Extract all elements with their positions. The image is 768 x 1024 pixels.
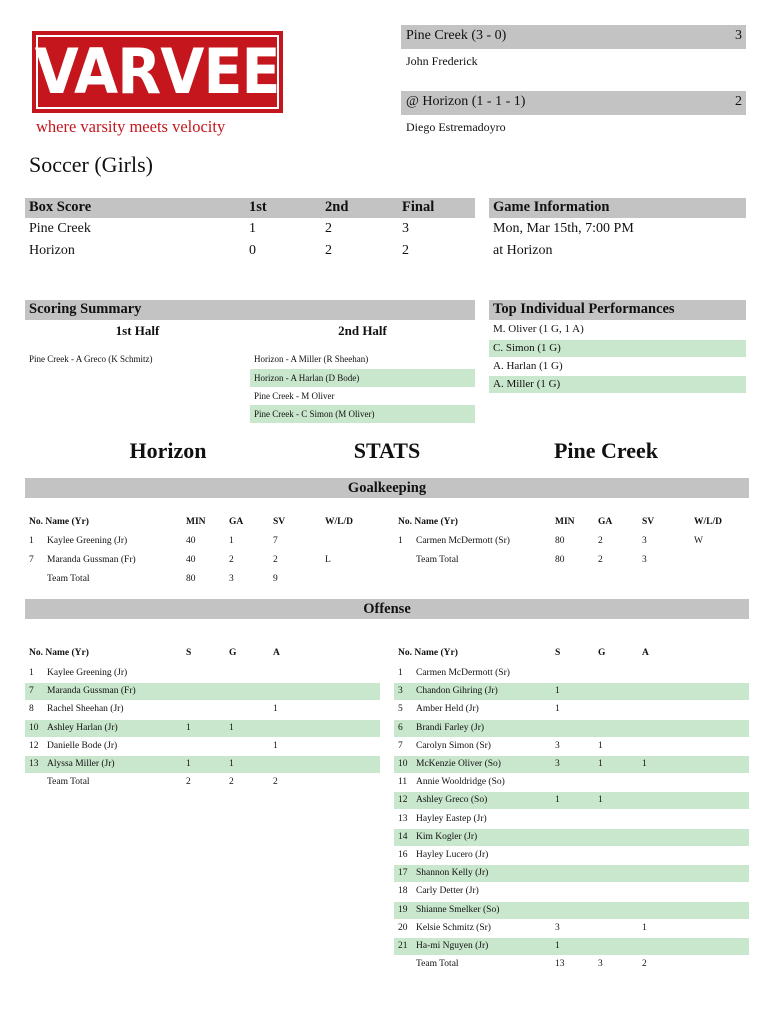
player-name: Maranda Gussman (Fr) [47,555,136,565]
player-row [394,683,749,700]
player-row [25,738,380,755]
player-row [25,701,380,718]
column-header: SV [642,517,655,527]
logo-tagline: where varsity meets velocity [36,117,226,136]
performance-item: A. Miller (1 G) [489,376,746,393]
player-name: McKenzie Oliver (So) [416,759,501,769]
team-total-row [25,571,380,588]
player-row [394,738,749,755]
box-score-team-2: Horizon [29,243,75,258]
player-row [25,756,380,773]
column-header: S [186,648,192,658]
column-header: A [642,648,649,658]
player-row [394,883,749,900]
away-team-label: @ Horizon (1 - 1 - 1) [406,94,526,109]
jersey-number: 1 [29,668,34,678]
player-name: Team Total [47,574,90,584]
offense-title: Offense [363,601,411,617]
box-score-cell: 0 [249,243,256,258]
column-header: No. Name (Yr) [398,648,458,658]
jersey-number: 20 [398,922,408,933]
home-team-bar [401,25,746,49]
stat-cell: 80 [555,536,565,546]
player-name: Shianne Smelker (So) [416,904,500,915]
box-score-cell: 1 [249,221,256,236]
scoring-play: Horizon - A Harlan (D Bode) [254,373,360,383]
stat-cell: 3 [555,740,560,751]
player-name: Team Total [47,777,90,788]
box-score-header [25,198,475,218]
player-row [394,792,749,809]
scoring-play: Pine Creek - M Oliver [254,391,335,401]
box-score-cell: 2 [325,243,332,258]
player-row [394,665,749,682]
player-name: Ha-mi Nguyen (Jr) [416,941,489,951]
box-score-cell: 3 [402,221,409,236]
player-name: Brandi Farley (Jr) [416,722,485,733]
player-name: Shannon Kelly (Jr) [416,868,489,879]
jersey-number: 11 [398,777,408,788]
player-name: Alyssa Miller (Jr) [47,759,115,769]
column-header: MIN [555,517,575,527]
scoring-play: Pine Creek - A Greco (K Schmitz) [29,354,153,364]
stat-cell: 1 [229,536,234,546]
jersey-number: 10 [398,759,408,769]
jersey-number: 21 [398,941,408,951]
player-name: Ashley Harlan (Jr) [47,722,118,733]
player-name: Team Total [416,555,459,565]
player-row [394,829,749,846]
logo-text: VARVEE [35,35,280,108]
column-header: SV [273,517,286,527]
column-header: No. Name (Yr) [29,648,89,658]
stat-cell: 40 [186,555,196,565]
table-header-row [394,514,749,531]
scoring-play-row [250,405,475,423]
player-name: Kim Kogler (Jr) [416,831,478,842]
stat-cell: 9 [273,574,278,584]
column-header: No. Name (Yr) [29,517,89,527]
player-row [394,938,749,955]
player-name: Carmen McDermott (Sr) [416,536,510,546]
jersey-number: 7 [29,686,34,697]
column-header: GA [598,517,613,527]
stat-cell: 1 [555,795,560,806]
goalkeeping-header [25,478,749,498]
player-row [394,720,749,737]
stat-cell: 1 [229,722,234,733]
stat-cell: 1 [186,722,191,733]
away-team-score: 2 [735,94,742,109]
jersey-number: 1 [398,668,403,678]
box-score-col-2nd: 2nd [325,199,349,215]
stat-cell: 3 [642,536,647,546]
stat-cell: 3 [229,574,234,584]
player-name: Hayley Lucero (Jr) [416,850,489,860]
stat-cell: 80 [186,574,196,584]
table-header-row [25,514,380,531]
player-name: Annie Wooldridge (So) [416,777,505,788]
box-score-col-final: Final [402,199,435,215]
jersey-number: 5 [398,704,403,715]
first-half-label: 1st Half [115,323,160,338]
stats-left-team: Horizon [129,438,207,463]
jersey-number: 10 [29,722,39,733]
home-player: John Frederick [406,54,478,68]
away-team-bar [401,91,746,115]
sport-title: Soccer (Girls) [29,152,154,177]
stat-cell: 2 [229,777,234,788]
jersey-number: 13 [398,813,408,824]
player-name: Carmen McDermott (Sr) [416,668,510,678]
stat-cell: 1 [642,759,647,769]
stat-cell: 40 [186,536,196,546]
jersey-number: 14 [398,831,408,842]
stat-cell: 1 [273,740,278,751]
stat-cell: 2 [598,536,603,546]
game-info-header [489,198,746,218]
jersey-number: 3 [398,686,403,697]
player-row [25,720,380,737]
column-header: W/L/D [694,517,722,527]
player-name: Kaylee Greening (Jr) [47,536,128,546]
jersey-number: 7 [398,740,403,751]
scoring-play-row [250,387,475,405]
player-name: Carolyn Simon (Sr) [416,740,491,751]
jersey-number: 7 [29,555,34,565]
performance-item: C. Simon (1 G) [489,340,746,357]
player-row [394,920,749,937]
stat-cell: 2 [273,777,278,788]
player-name: Carly Detter (Jr) [416,886,479,897]
column-header: A [273,648,280,658]
column-header: G [598,648,606,658]
jersey-number: 17 [398,868,408,879]
away-player: Diego Estremadoyro [406,120,506,134]
stat-cell: 1 [186,759,191,769]
offense-header [25,599,749,619]
stat-cell: 1 [598,795,603,806]
jersey-number: 1 [29,536,34,546]
jersey-number: 12 [29,740,39,751]
stat-cell: 1 [273,704,278,715]
box-score-cell: 2 [325,221,332,236]
player-row [394,701,749,718]
stat-cell: 2 [642,959,647,970]
stat-cell: 2 [186,777,191,788]
table-header-row [25,645,380,662]
logo-frame [36,35,279,109]
player-row [25,665,380,682]
player-row [394,774,749,791]
game-info-title: Game Information [493,199,610,215]
stat-cell: 7 [273,536,278,546]
table-header-row [394,645,749,662]
column-header: W/L/D [325,517,353,527]
stat-cell: 1 [555,686,560,697]
team-total-row [394,552,749,569]
player-name: Chandon Gihring (Jr) [416,686,498,697]
box-score-col-1st: 1st [249,199,267,215]
player-name: Team Total [416,959,459,970]
player-row [394,756,749,773]
stat-cell: 1 [229,759,234,769]
performance-item: M. Oliver (1 G, 1 A) [493,323,584,335]
stat-cell: 1 [555,704,560,715]
stat-cell: 2 [598,555,603,565]
stats-title: STATS [353,438,421,463]
jersey-number: 1 [398,536,403,546]
game-location: at Horizon [493,243,553,258]
team-total-row [394,956,749,973]
player-name: Ashley Greco (So) [416,795,488,806]
player-name: Amber Held (Jr) [416,704,479,715]
jersey-number: 19 [398,904,408,915]
player-name: Danielle Bode (Jr) [47,740,118,751]
player-row [394,865,749,882]
jersey-number: 8 [29,704,34,715]
jersey-number: 13 [29,759,39,769]
stat-cell: 80 [555,555,565,565]
stat-cell: 1 [555,941,560,951]
goalkeeping-title: Goalkeeping [347,480,427,496]
scoring-summary-header [25,300,475,320]
column-header: GA [229,517,244,527]
column-header: G [229,648,237,658]
top-performances-title: Top Individual Performances [493,301,675,317]
player-name: Rachel Sheehan (Jr) [47,704,124,715]
column-header: No. Name (Yr) [398,517,458,527]
player-row [394,902,749,919]
stat-cell: 1 [598,740,603,751]
stat-cell: L [325,555,331,565]
second-half-label: 2nd Half [338,323,387,338]
stat-cell: 13 [555,959,565,970]
stat-cell: 3 [555,759,560,769]
game-date: Mon, Mar 15th, 7:00 PM [493,221,634,236]
jersey-number: 12 [398,795,408,806]
player-row [394,811,749,828]
scoring-play: Pine Creek - C Simon (M Oliver) [254,409,375,419]
stat-cell: 1 [642,922,647,933]
player-row [25,533,380,550]
box-score-cell: 2 [402,243,409,258]
stat-cell: 3 [642,555,647,565]
player-row [394,533,749,550]
player-name: Kaylee Greening (Jr) [47,668,128,678]
box-score-team-1: Pine Creek [29,221,91,236]
column-header: MIN [186,517,206,527]
player-row [25,552,380,569]
stat-cell: W [694,536,703,546]
jersey-number: 18 [398,886,408,897]
player-name: Maranda Gussman (Fr) [47,686,136,697]
home-team-score: 3 [735,28,742,43]
jersey-number: 16 [398,850,408,860]
stat-cell: 3 [555,922,560,933]
player-name: Kelsie Schmitz (Sr) [416,922,491,933]
home-team-label: Pine Creek (3 - 0) [406,28,507,43]
player-row [25,683,380,700]
team-total-row [25,774,380,791]
top-performances-header [489,300,746,320]
varvee-logo[interactable] [32,31,283,113]
stat-cell: 2 [273,555,278,565]
player-row [394,847,749,864]
player-name: Hayley Eastep (Jr) [416,813,487,824]
stat-cell: 3 [598,959,603,970]
performance-item: A. Harlan (1 G) [493,360,563,372]
box-score-title: Box Score [29,199,92,215]
scoring-summary-title: Scoring Summary [29,301,142,317]
stats-right-team: Pine Creek [553,438,659,463]
stat-cell: 2 [229,555,234,565]
column-header: S [555,648,561,658]
stat-cell: 1 [598,759,603,769]
scoring-play: Horizon - A Miller (R Sheehan) [254,354,369,364]
scoring-play-row [250,350,475,368]
jersey-number: 6 [398,722,403,733]
scoring-play-row [250,369,475,387]
